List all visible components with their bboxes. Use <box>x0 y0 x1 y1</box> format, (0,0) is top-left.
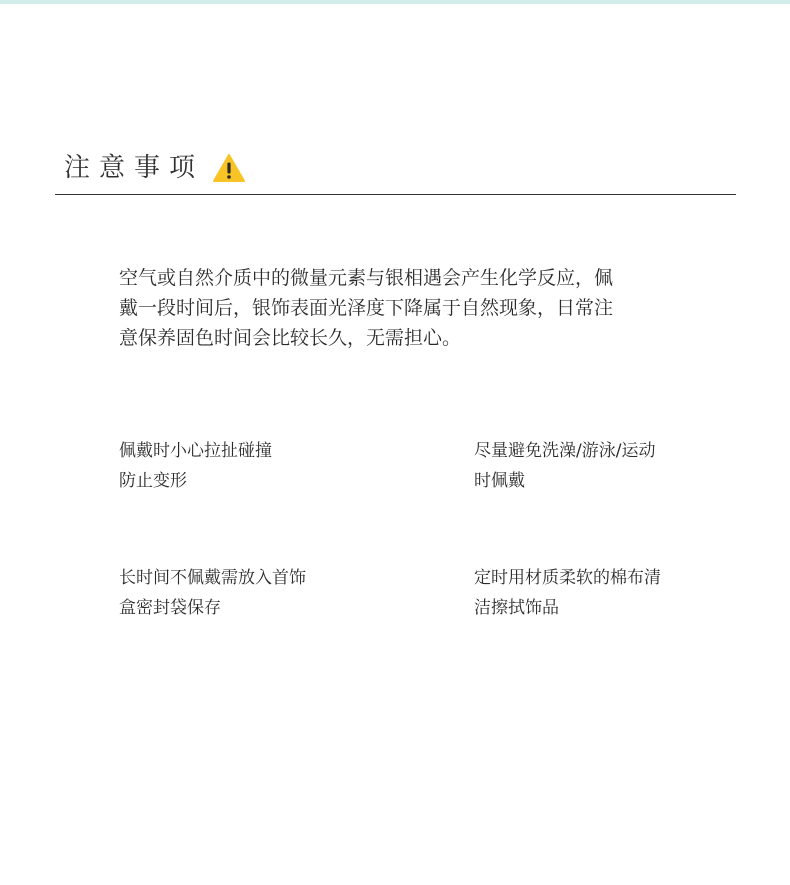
care-tip <box>119 563 349 623</box>
care-tip-line: 盒密封袋保存 <box>119 598 221 618</box>
header-divider <box>55 194 736 195</box>
care-tip-line: 尽量避免洗澡/游泳/运动 <box>474 441 656 461</box>
care-tip-line: 时佩戴 <box>474 471 525 491</box>
intro-line: 意保养固色时间会比较长久，无需担心。 <box>119 327 462 349</box>
section-header <box>64 146 246 190</box>
care-tip-line: 长时间不佩戴需放入首饰 <box>119 568 306 588</box>
care-tip-line: 佩戴时小心拉扯碰撞 <box>119 441 272 461</box>
top-accent-strip <box>0 0 790 4</box>
care-tip <box>119 436 349 496</box>
intro-line: 戴一段时间后，银饰表面光泽度下降属于自然现象，日常注 <box>119 297 614 319</box>
care-tip-line: 防止变形 <box>119 471 187 491</box>
intro-line: 空气或自然介质中的微量元素与银相遇会产生化学反应，佩 <box>119 267 614 289</box>
care-tip <box>474 563 704 623</box>
section-title: 注意事项 <box>64 153 205 183</box>
care-tip-line: 洁擦拭饰品 <box>474 598 559 618</box>
intro-paragraph <box>119 263 679 353</box>
warning-icon <box>212 153 246 183</box>
care-tip-line: 定时用材质柔软的棉布清 <box>474 568 661 588</box>
care-tip <box>474 436 704 496</box>
